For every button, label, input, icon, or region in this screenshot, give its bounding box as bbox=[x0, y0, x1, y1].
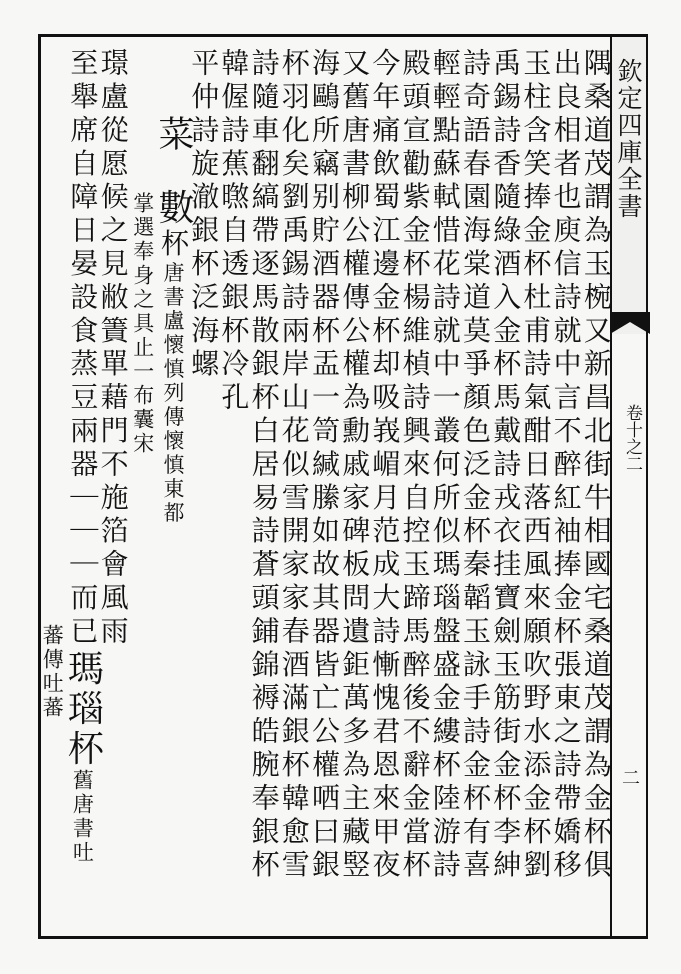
text-segment: 又舊唐書柳公權傳公權為勳戚家碑板問遺鉅萬多為主藏竪 bbox=[338, 48, 372, 883]
text-segment: 禹錫詩香隨綠酒入金杯馬戴詩戎衣挂寶劍玉筋街金杯李紳 bbox=[489, 48, 523, 883]
text-segment: 今年痛飲蜀江邊金杯却吸峩嵋月范成大詩慚愧君恩來甲夜 bbox=[368, 48, 402, 883]
text-segment: 杯 bbox=[157, 228, 190, 262]
text-segment: 數 bbox=[153, 188, 194, 229]
text-segment: 海鷗所竊别貯酒器杯盂一笥緘縢如故其器皆亡公權哂曰銀 bbox=[308, 48, 341, 883]
text-segment: 詩隨車翻縞帶逐馬散銀杯白居易詩蒼頭鋪錦褥皓腕奉銀杯 bbox=[247, 48, 281, 883]
text-segment: 平仲詩旋澈銀杯泛海螺 bbox=[187, 48, 221, 382]
text-segment: 掌選奉身之具止一布囊 bbox=[130, 48, 155, 432]
text-segment: 菜 bbox=[153, 114, 194, 155]
text-segment: 瑙 bbox=[62, 689, 104, 730]
text-segment: 璟盧從愿候之見敝簀單藉門不施箔會風雨 bbox=[96, 48, 130, 650]
text-segment: 宋 bbox=[130, 432, 155, 456]
text-segment: 韓偓詩蕉㬠自透銀杯冷孔 bbox=[217, 48, 251, 416]
text-segment: 舊唐書吐 bbox=[70, 769, 95, 866]
text-segment: 至舉席自障日晏設食蒸豆兩器｜｜｜而已 bbox=[66, 48, 100, 650]
text-segment: 玉柱含笑捧金杯杜甫詩氣酣日落西風來願吹野水添金杯劉 bbox=[519, 48, 553, 883]
volume-label: 卷十之二 bbox=[622, 404, 642, 472]
text-segment: 蕃傳吐蕃 bbox=[40, 48, 65, 720]
text-segment: 隅桑道茂謂為玉椀又新昌北街牛相國宅桑道茂謂為金杯俱 bbox=[579, 48, 613, 883]
text-segment: 輕輕點蘇軾惜花詩就中一叢何所似瑪瑙盤盛金縷杯陸游詩 bbox=[428, 48, 462, 883]
text-segment: 出良相者也庾信詩就中言不醉紅袖捧金杯張東之詩帶嬌移 bbox=[549, 48, 583, 883]
text-segment: 詩奇語春園海棠道莫爭顏色泛金杯秦韜玉詠手詩金杯有喜 bbox=[459, 48, 492, 883]
text-segment: 杯羽化矣劉禹錫詩兩岸山花似雪開家家春酒滿銀杯韓愈雪 bbox=[277, 48, 311, 883]
text-segment bbox=[157, 155, 190, 188]
text-segment: 殿頭宣勸紫金杯楊維楨詩興來自控玉蹄馬醉後不辭金當杯 bbox=[398, 48, 432, 883]
page-number: 二 bbox=[622, 768, 640, 789]
book-title: 欽定四庫全書 bbox=[614, 58, 643, 220]
text-column bbox=[34, 48, 70, 928]
text-segment bbox=[157, 48, 190, 115]
fishtail-mark-icon bbox=[610, 312, 650, 334]
text-segment: 杯 bbox=[62, 729, 104, 770]
text-segment: 瑪 bbox=[62, 649, 104, 690]
text-segment: 唐書盧懷慎列傳懷慎東都 bbox=[161, 261, 185, 526]
